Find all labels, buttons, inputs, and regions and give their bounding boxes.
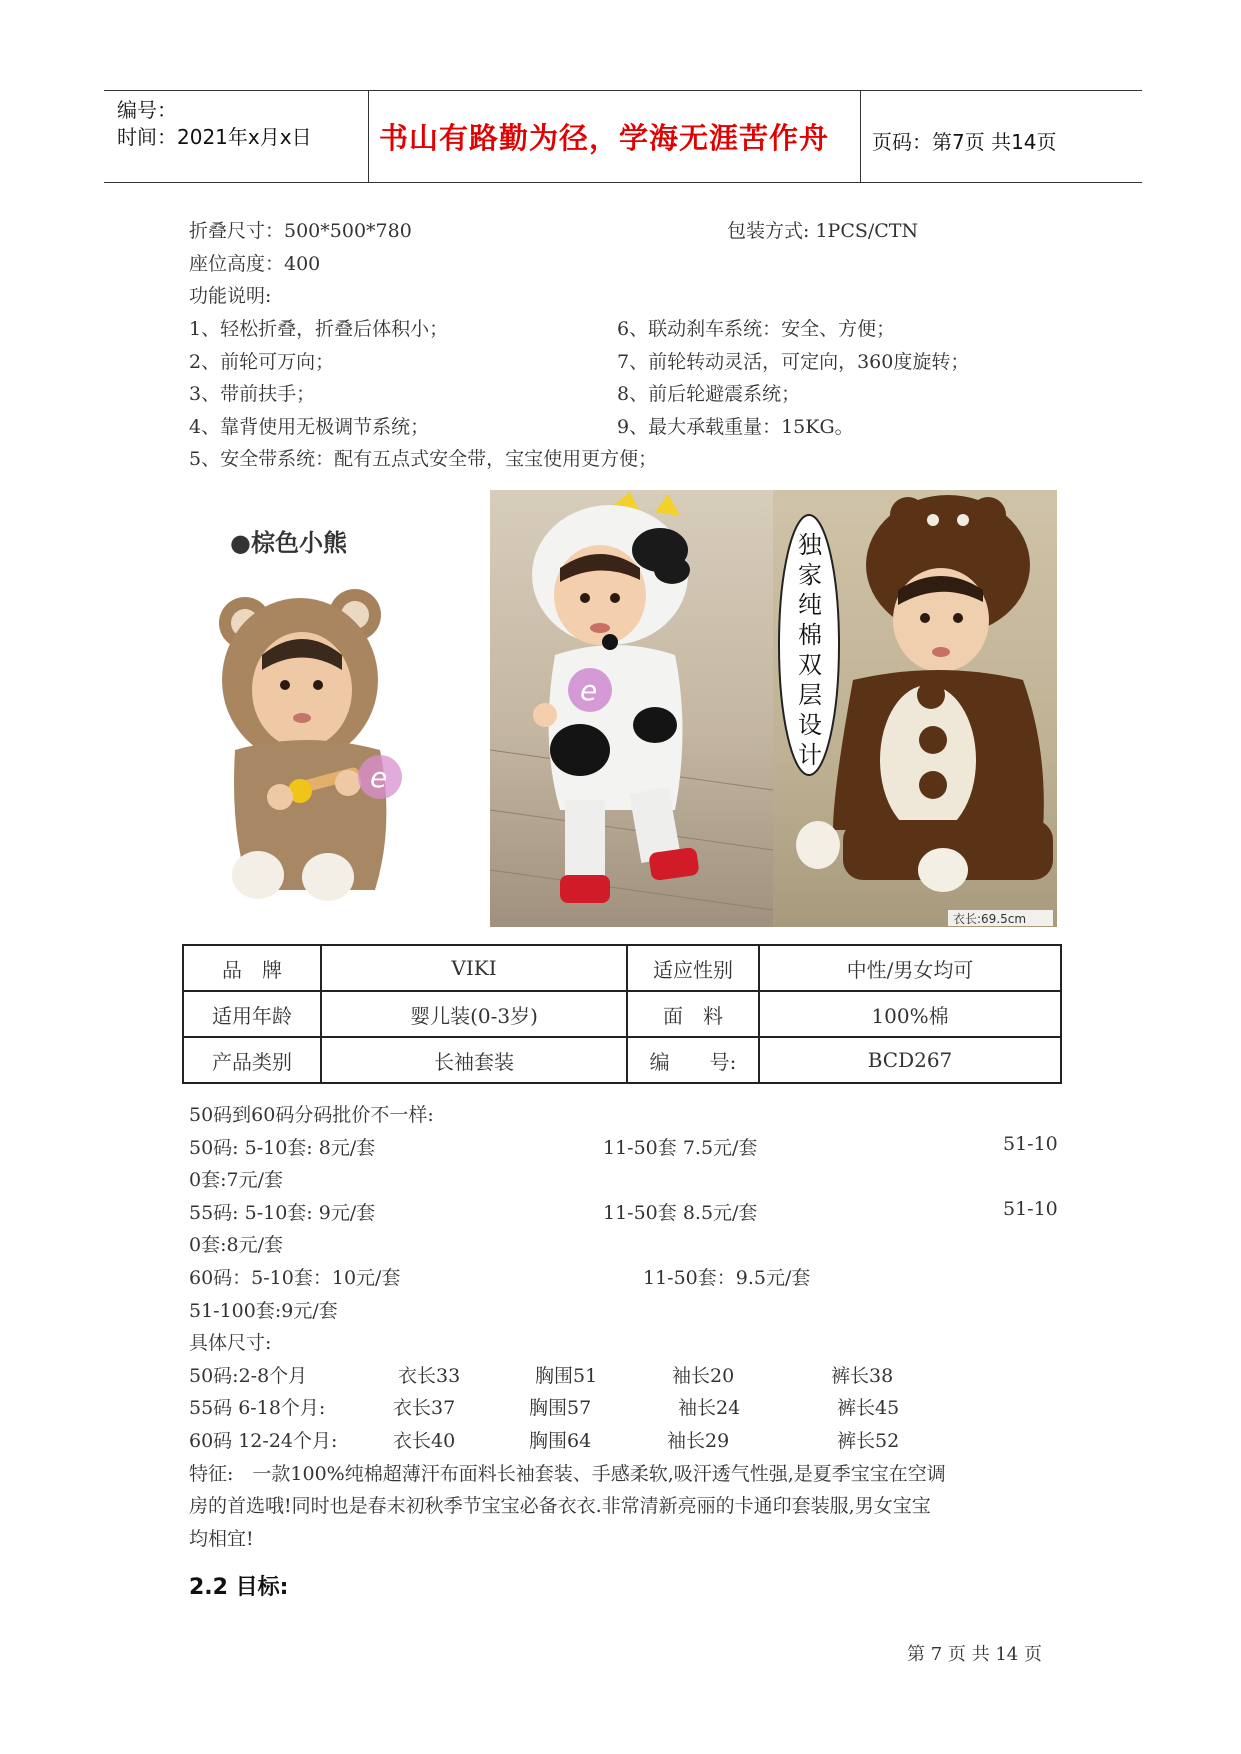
header-page-label: 页码：第7页 共14页 xyxy=(872,130,1057,154)
size-value: 裤长45 xyxy=(837,1397,900,1419)
side-label: 独家纯棉双层设计 xyxy=(798,531,822,769)
feature-item: 5、安全带系统：配有五点式安全带，宝宝使用更方便； xyxy=(189,448,658,470)
table-cell: 婴儿装(0-3岁) xyxy=(321,991,627,1037)
sizes-title: 具体尺寸: xyxy=(189,1332,272,1354)
table-cell: 适应性别 xyxy=(627,945,759,991)
feature-item: 8、前后轮避震系统； xyxy=(617,383,801,405)
function-title: 功能说明: xyxy=(189,285,272,307)
size-value: 袖长20 xyxy=(672,1365,735,1387)
size-value: 裤长38 xyxy=(831,1365,894,1387)
size-value: 袖长29 xyxy=(667,1430,730,1452)
pricing-line: 11-50套 7.5元/套 xyxy=(603,1137,758,1159)
size-value: 胸围64 xyxy=(529,1430,592,1452)
header-divider-right xyxy=(860,90,861,183)
bear-outfit-photo xyxy=(210,505,475,915)
feature-item: 1、轻松折叠，折叠后体积小； xyxy=(189,318,449,340)
feature-item: 4、靠背使用无极调节系统； xyxy=(189,416,430,438)
header-time-label: 时间：2021年x月x日 xyxy=(117,125,312,149)
size-row-label: 50码:2-8个月 xyxy=(189,1365,308,1387)
size-row-label: 55码 6-18个月: xyxy=(189,1397,326,1419)
header-bottom-rule xyxy=(104,182,1142,183)
svg-text:e: e xyxy=(370,761,388,794)
pricing-line: 60码：5-10套：10元/套 xyxy=(189,1267,401,1289)
pricing-line: 51-10 xyxy=(1003,1133,1058,1155)
feature-item: 7、前轮转动灵活，可定向，360度旋转； xyxy=(617,351,970,373)
pricing-line: 11-50套：9.5元/套 xyxy=(643,1267,811,1289)
table-cell: BCD267 xyxy=(759,1037,1061,1083)
table-cell: 100%棉 xyxy=(759,991,1061,1037)
feature-item: 6、联动刹车系统：安全、方便； xyxy=(617,318,896,340)
pricing-line: 51-10 xyxy=(1003,1198,1058,1220)
cow-outfit-photo xyxy=(490,490,773,927)
feature-item: 3、带前扶手； xyxy=(189,383,316,405)
size-value: 胸围51 xyxy=(535,1365,598,1387)
feature-item: 2、前轮可万向； xyxy=(189,351,335,373)
feature-item: 9、最大承载重量：15KG。 xyxy=(617,416,854,438)
page-footer: 第 7 页 共 14 页 xyxy=(907,1644,1042,1665)
table-row xyxy=(183,945,1061,991)
pricing-line: 51-100套:9元/套 xyxy=(189,1300,338,1322)
section-heading: 2.2 目标: xyxy=(189,1575,289,1600)
header-number-label: 编号： xyxy=(117,98,177,122)
product-spec-table xyxy=(182,944,1062,1084)
size-value: 衣长33 xyxy=(398,1365,461,1387)
svg-text:e: e xyxy=(580,674,598,707)
description-line: 均相宜! xyxy=(189,1528,254,1550)
table-cell: 产品类别 xyxy=(183,1037,321,1083)
pricing-line: 50码: 5-10套: 8元/套 xyxy=(189,1137,376,1159)
header-top-rule xyxy=(104,90,1142,91)
bear-label: ●棕色小熊 xyxy=(230,529,347,557)
header-motto: 书山有路勤为径，学海无涯苦作舟 xyxy=(378,121,829,155)
table-cell: 适用年龄 xyxy=(183,991,321,1037)
table-row xyxy=(183,991,1061,1037)
packing-text: 包装方式: 1PCS/CTN xyxy=(727,220,919,242)
table-cell: 品 牌 xyxy=(183,945,321,991)
bear-baby-illustration xyxy=(210,505,475,915)
table-cell: 编 号: xyxy=(627,1037,759,1083)
pricing-line: 0套:8元/套 xyxy=(189,1234,283,1256)
size-note: 衣长:69.5cm xyxy=(953,912,1027,926)
pricing-line: 11-50套 8.5元/套 xyxy=(603,1202,758,1224)
size-row-label: 60码 12-24个月: xyxy=(189,1430,338,1452)
seat-height-text: 座位高度：400 xyxy=(189,253,321,275)
brown-bear-outfit-photo xyxy=(773,490,1057,927)
pricing-line: 55码: 5-10套: 9元/套 xyxy=(189,1202,376,1224)
table-cell: 中性/男女均可 xyxy=(759,945,1061,991)
description-line: 特征: 一款100%纯棉超薄汗布面料长袖套装、手感柔软,吸汗透气性强,是夏季宝宝在空调 xyxy=(189,1463,946,1485)
pricing-intro: 50码到60码分码批价不一样: xyxy=(189,1104,434,1126)
pricing-line: 0套:7元/套 xyxy=(189,1169,283,1191)
table-cell: 面 料 xyxy=(627,991,759,1037)
table-cell: 长袖套装 xyxy=(321,1037,627,1083)
size-value: 胸围57 xyxy=(529,1397,592,1419)
size-value: 衣长40 xyxy=(393,1430,456,1452)
table-cell: VIKI xyxy=(321,945,627,991)
size-value: 袖长24 xyxy=(678,1397,741,1419)
description-line: 房的首选哦!同时也是春末初秋季节宝宝必备衣衣.非常清新亮丽的卡通印套装服,男女宝宝 xyxy=(189,1495,931,1517)
table-row xyxy=(183,1037,1061,1083)
fold-size-text: 折叠尺寸：500*500*780 xyxy=(189,220,412,242)
cow-baby-illustration xyxy=(490,490,773,927)
size-value: 裤长52 xyxy=(837,1430,900,1452)
size-value: 衣长37 xyxy=(393,1397,456,1419)
